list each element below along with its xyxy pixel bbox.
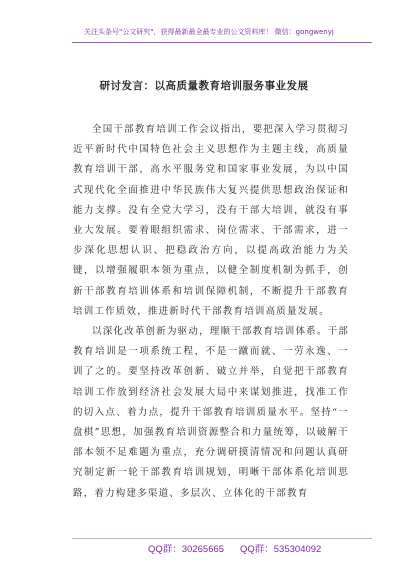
page-header bbox=[0, 0, 408, 46]
footer-qq-group-2: QQ群：535304092 bbox=[240, 544, 322, 555]
header-divider bbox=[72, 42, 372, 43]
footer-divider bbox=[72, 538, 372, 539]
document-title: 研讨发言：以高质量教育培训服务事业发展 bbox=[99, 80, 309, 92]
body-paragraph: 以深化改革创新为驱动，理顺干部教育培训体系。干部教育培训是一项系统工程，不是一蹴而就、一劳永逸、一训了之的。要坚持改革创新、破立并举，自觉把干部教育培训工作放到经济社会发展大局中来谋划推进，找准工作的切入点、着力点，提升干部教育培训质量水平。坚持“一盘棋”思想，加强教育培训资源整合和力量统筹，以破解干部本领不足难题为重点，充分调研摸清情况和问题认真研究制定新一轮干部教育培训规划，明晰干部体系化培训思路，着力构建多渠道、多层次、立体化的干部教育 bbox=[73, 326, 349, 499]
body-paragraph: 全国干部教育培训工作会议指出，要把深入学习贯彻习近平新时代中国特色社会主义思想作为主题主线，高质量教育培训干部，高水平服务党和国家事业发展，为以中国式现代化全面推进中华民族伟大复兴提供思想政治保证和能力支撑。没有全党大学习，没有干部大培训，就没有事业大发展。要着眼组织需求、岗位需求、干部需求，进一步深化思想认识、把稳政治方向，以提高政治能力为关键，以增强履职本领为重点，以健全制度机制为抓手，创新干部教育培训体系和培训保障机制，不断提升干部教育培训工作质效，推进新时代干部教育培训高质量发展。 bbox=[73, 124, 349, 317]
footer-qq-group-1: QQ群：30265665 bbox=[148, 544, 225, 555]
document-body bbox=[73, 120, 349, 504]
header-notice: 关注头条号"公文研究"，获得最新最全最专业的公文资料库！ 微信：gongwenyj bbox=[84, 28, 334, 36]
page-footer bbox=[0, 538, 408, 558]
